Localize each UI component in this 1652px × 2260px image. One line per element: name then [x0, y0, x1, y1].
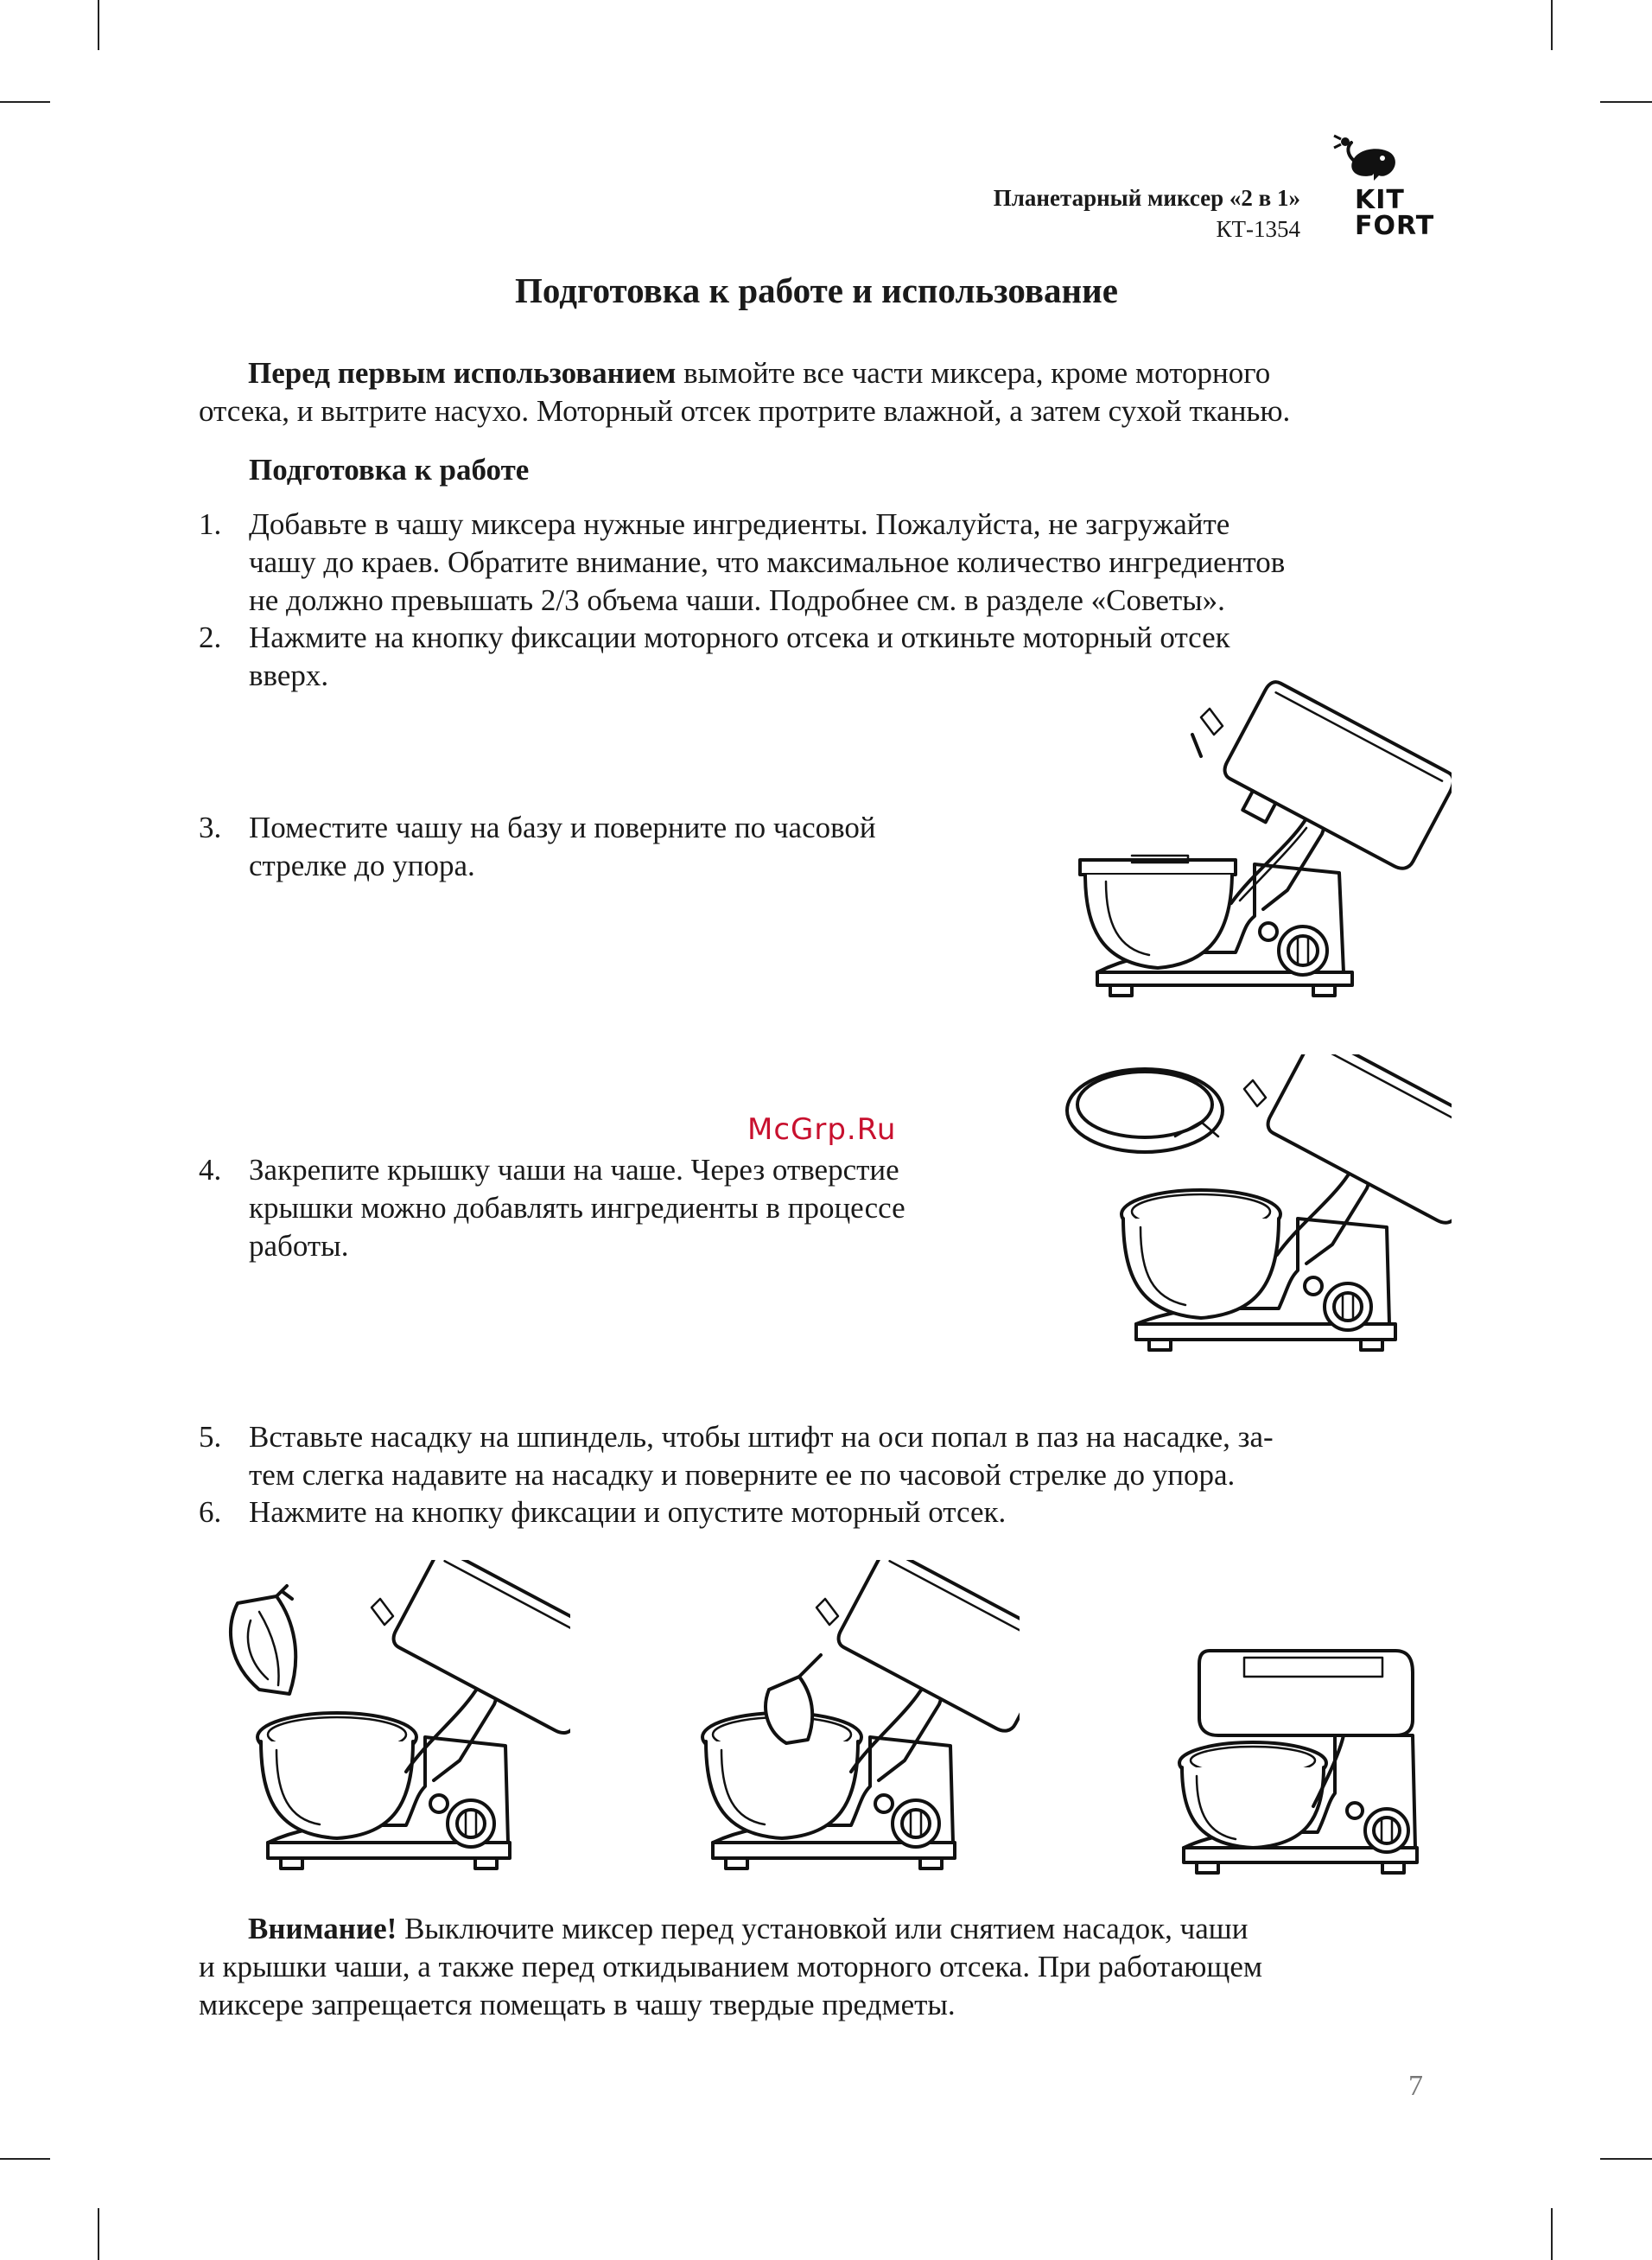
step-line: Нажмите на кнопку фиксации и опустите моторный отсек. [249, 1495, 1007, 1529]
mixer-head-lowered-illustration [1166, 1633, 1434, 1893]
crop-mark [0, 101, 50, 103]
logo-text: KIT FORT [1355, 185, 1435, 241]
step-number: 6. [199, 1495, 222, 1529]
mixer-attachment-mounted-illustration [691, 1560, 1020, 1893]
watermark: McGrp.Ru [747, 1112, 897, 1147]
warning-paragraph [199, 1910, 1452, 2024]
crop-mark [0, 2158, 50, 2160]
section-title: Подготовка к работе и использование [515, 271, 1118, 310]
header-model-number: КТ-1354 [1216, 216, 1300, 242]
warning-line3: миксере запрещается помещать в чашу твердые предметы. [199, 1988, 956, 2021]
warning-bold: Внимание! [248, 1912, 397, 1945]
step-line: стрелке до упора. [249, 849, 475, 882]
crop-mark [98, 0, 99, 50]
step-1 [249, 506, 1285, 620]
warning-line2: и крышки чаши, а также перед откидыванием моторного отсека. При работающем [199, 1950, 1263, 1983]
step-line: вверх. [249, 659, 329, 692]
crop-mark [1551, 0, 1553, 50]
step-number: 2. [199, 621, 222, 654]
header-product-title: Планетарный миксер «2 в 1» [993, 185, 1300, 211]
crop-mark [1600, 2158, 1652, 2160]
step-line: не должно превышать 2/3 объема чаши. Подробнее см. в разделе «Советы». [249, 583, 1225, 617]
crop-mark [1551, 2208, 1553, 2260]
step-line: Нажмите на кнопку фиксации моторного отсека и откиньте моторный отсек [249, 621, 1230, 654]
step-line: чашу до краев. Обратите внимание, что максимальное количество ингредиентов [249, 545, 1286, 579]
step-number: 4. [199, 1153, 222, 1187]
step-line: крышки можно добавлять ингредиенты в процессе [249, 1191, 905, 1225]
step-4 [249, 1151, 905, 1265]
intro-line1: вымойте все части миксера, кроме моторного [676, 356, 1271, 390]
step-line: работы. [249, 1229, 349, 1263]
step-number: 1. [199, 507, 222, 541]
mixer-with-lid-illustration [1054, 1054, 1452, 1374]
subheading [249, 451, 529, 489]
step-number: 3. [199, 811, 222, 844]
step-line: Поместите чашу на базу и поверните по часовой [249, 811, 876, 844]
step-number: 5. [199, 1420, 222, 1454]
intro-line2: отсека, и вытрите насухо. Моторный отсек протрите влажной, а затем сухой тканью. [199, 394, 1291, 428]
page-number: 7 [1408, 2070, 1423, 2102]
kitfort-logo-icon [1322, 134, 1439, 246]
warning-line1: Выключите миксер перед установкой или снятием насадок, чаши [397, 1912, 1249, 1945]
subheading-text: Подготовка к работе [249, 453, 530, 487]
step-3 [249, 809, 876, 885]
step-line: тем слегка надавите на насадку и поверните ее по часовой стрелке до упора. [249, 1458, 1236, 1492]
step-5 [249, 1418, 1274, 1494]
intro-bold: Перед первым использованием [248, 356, 677, 390]
crop-mark [98, 2208, 99, 2260]
mixer-tilted-with-bowl-illustration [1071, 674, 1452, 1028]
step-line: Закрепите крышку чаши на чаше. Через отверстие [249, 1153, 899, 1187]
crop-mark [1600, 101, 1652, 103]
intro-paragraph [199, 354, 1452, 430]
step-line: Вставьте насадку на шпиндель, чтобы штифт на оси попал в паз на насадке, за- [249, 1420, 1274, 1454]
step-6 [249, 1493, 1006, 1531]
mixer-attachment-insert-illustration [207, 1560, 570, 1893]
step-line: Добавьте в чашу миксера нужные ингредиенты. Пожалуйста, не загружайте [249, 507, 1230, 541]
